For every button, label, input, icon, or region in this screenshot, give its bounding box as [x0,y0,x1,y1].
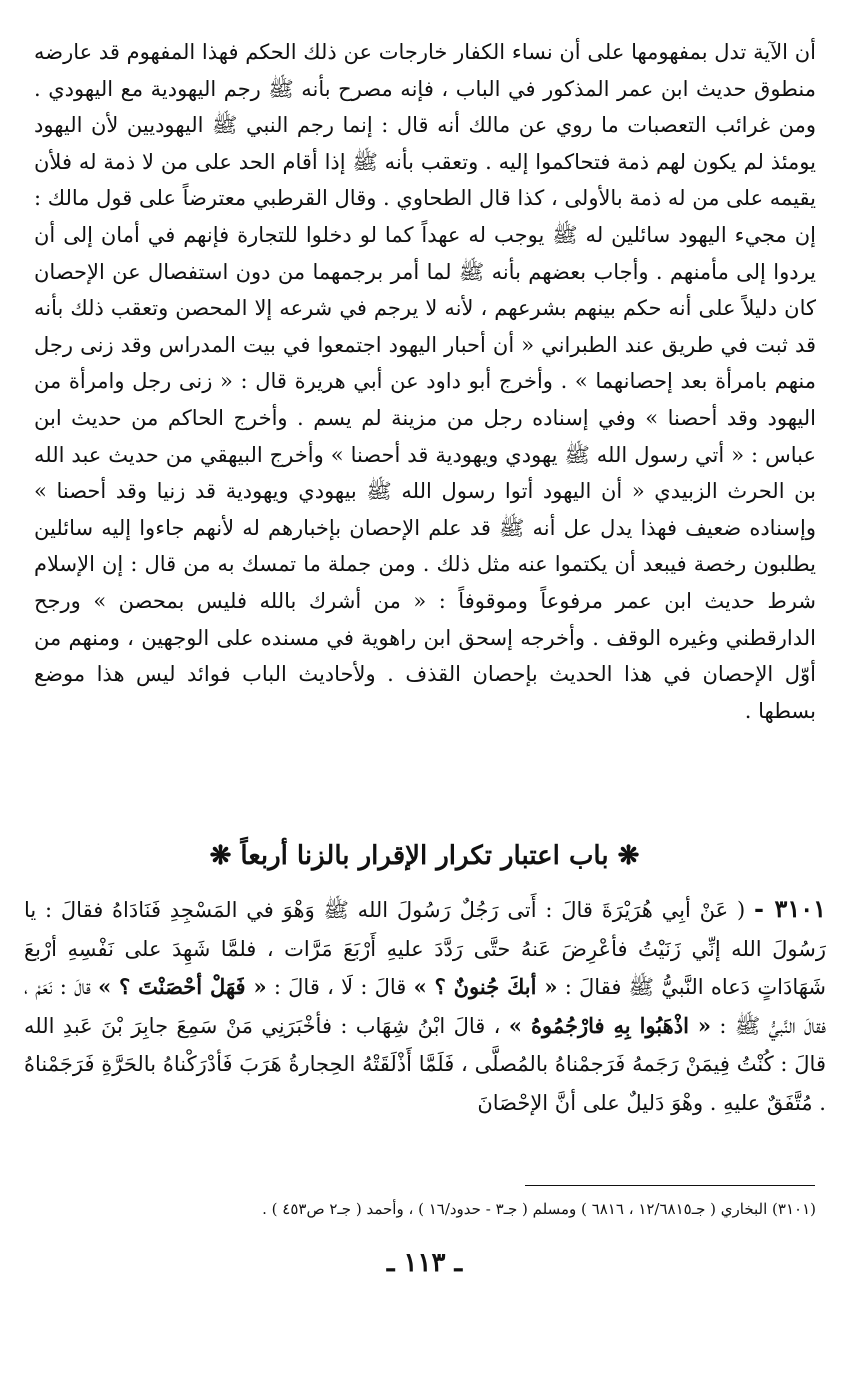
commentary-block [34,34,816,729]
chapter-heading: ❋ باب اعتبار تكرار الإقرار بالزنا أربعاً ❋ [209,841,640,871]
hadith-part-4: ، قالَ ابْنُ شِهَاب : فأخْبَرَنِي مَنْ سَمِعَ جابِرَ بْنَ عَبدِ الله قالَ : كُنْتُ فِيمَنْ رَجَمهُ فَرَجمْناهُ بالمُصلَّى ، فَلَمَّا أَذْلَقَتْهُ الحِجارةُ هَرَبَ فَأدْرَكْناهُ بالحَرَّةِ فَرَجَمْناهُ . مُتَّفَقٌ عليهِ . وهْوَ دَليلٌ على أنَّ الإحْصَانَ [24,1013,826,1115]
footnote: (٣١٠١) البخاري ( جـ١٢/٦٨١٥ ، ٦٨١٦ ) ومسلم ( جـ٣ - حدود/١٦ ) ، وأحمد ( جـ٢ ص٤٥٣ ) . [262,1200,816,1218]
hadith-part-3: قالَ : نَعَمْ ، فقالَ النَّبيُّ ﷺ : [24,975,826,1038]
footnote-divider [525,1185,815,1186]
commentary-paragraph: أن الآية تدل بمفهومها على أن نساء الكفار خارجات عن ذلك الحكم فهذا المفهوم قد عارضه منطوق حديث ابن عمر المذكور في الباب ، فإنه مصرح بأنه ﷺ رجم اليهودية مع اليهودي . ومن غرائب التعصبات ما روي عن مالك أنه قال : إنما رجم النبي ﷺ اليهوديين لأن اليهود يومئذ لم يكون لهم ذمة فتحاكموا إليه . وتعقب بأنه ﷺ إذا أقام الحد على من لا ذمة له فلأن يقيمه على من له ذمة بالأولى ، كذا قال الطحاوي . وقال القرطبي معترضاً على قول مالك : إن مجيء اليهود سائلين له ﷺ يوجب له عهداً كما لو دخلوا للتجارة فإنهم في أمان إلى أن يردوا إلى مأمنهم . وأجاب بعضهم بأنه ﷺ لما أمر برجمهما من دون استفصال عن الإحصان كان دليلاً على أنه حكم بينهم بشرعهم ، لأنه لا يرجم في شرعه إلا المحصن وتعقب ذلك بأنه قد ثبت في طريق عند الطبراني « أن أحبار اليهود اجتمعوا في بيت المدراس وقد زنى رجل منهم بامرأة بعد إحصانهما » . وأخرج أبو داود عن أبي هريرة قال : « زنى رجل وامرأة من اليهود وقد أحصنا » وفي إسناده رجل من مزينة لم يسم . وأخرج الحاكم من حديث ابن عباس : « أتي رسول الله ﷺ يهودي ويهودية قد أحصنا » وأخرج البيهقي من حديث عبد الله بن الحرث الزبيدي « أن اليهود أتوا رسول الله ﷺ بيهودي ويهودية قد زنيا وقد أحصنا » وإسناده ضعيف فهذا يدل عل أنه ﷺ قد علم الإحصان بإخبارهم له لأنهم جاءوا إليه سائلين يطلبون رخصة فيبعد أن يكتموا عنه مثل ذلك . ومن جملة ما تمسك به من قال : إن الإسلام شرط حديث ابن عمر مرفوعاً وموقوفاً : « من أشرك بالله فليس بمحصن » ورجح الدارقطني وغيره الوقف . وأخرجه إسحق ابن راهوية في مسنده على الوجهين ، ومنهم من أوّل الإحصان في هذا الحديث بإحصان القذف . ولأحاديث الباب فوائد ليس هذا موضع بسطها . [34,40,816,723]
hadith-part-1: ( عَنْ أبِي هُرَيْرَةَ قالَ : أَتى رَجُلٌ رَسُولَ الله ﷺ وَهْوَ في المَسْجِدِ فَنَادَاهُ فقالَ : يا رَسُولَ الله إنِّي زَنَيْتُ فأعْرِضَ عَنهُ حتَّى رَدَّدَ عليهِ أَرْبَعَ مَرَّات ، فلمَّا شَهِدَ على نَفْسِهِ أرْبعَ شَهَادَاتٍ دَعاه النَّبيُّ ﷺ فقالَ : [24,898,827,999]
hadith-block [24,890,826,1122]
hadith-quote-3: « اذْهَبُوا بِهِ فارْجُمُوهُ » [508,1012,712,1038]
page-number: ـ ١١٣ ـ [386,1248,463,1278]
hadith-part-2: قالَ : لَا ، قالَ : [273,975,407,999]
hadith-quote-2: « فَهَلْ أحْصَنْتَ ؟ » [98,974,267,999]
hadith-text [24,890,826,1122]
hadith-quote-1: « أبكَ جُنونٌ ؟ » [413,974,558,999]
hadith-number: ٣١٠١ - [753,894,826,923]
